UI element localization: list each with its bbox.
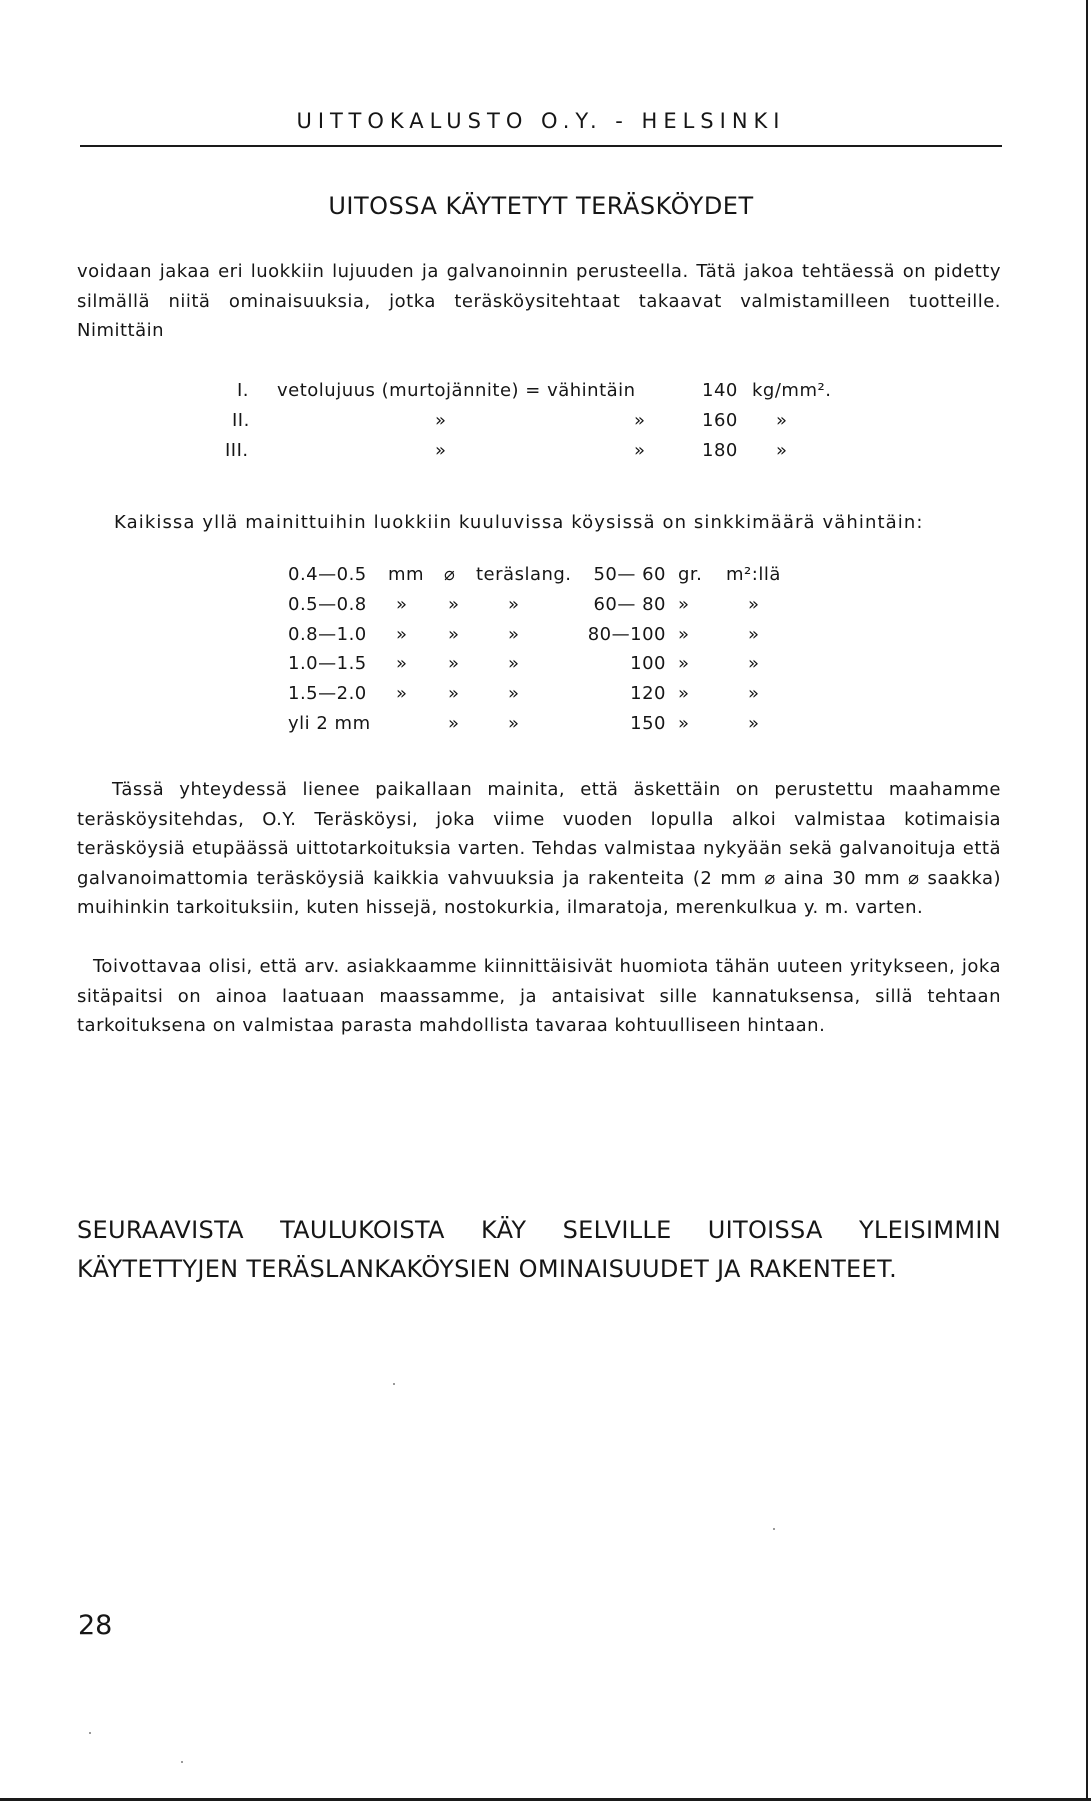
ditto-mark: » xyxy=(634,440,646,461)
scan-border-right xyxy=(1086,0,1088,1801)
scan-speck xyxy=(773,1528,775,1530)
ditto-mark: » xyxy=(448,683,460,705)
scan-speck xyxy=(393,1383,395,1385)
unit-cell: mm xyxy=(388,564,425,585)
ditto-mark: » xyxy=(748,623,760,645)
ditto-mark: » xyxy=(678,623,690,645)
ditto-mark: » xyxy=(508,593,520,615)
zinc-amount: 60— 80 xyxy=(593,593,666,615)
page-number: 28 xyxy=(78,1610,113,1641)
wire-range: 1.0—1.5 xyxy=(288,653,367,675)
zinc-amount: 150 xyxy=(630,712,666,734)
zinc-amount: 80—100 xyxy=(587,623,666,645)
page-title: UITOSSA KÄYTETYT TERÄSKÖYDET xyxy=(328,192,754,220)
wire-range: 1.5—2.0 xyxy=(288,683,367,705)
scan-speck xyxy=(181,1761,183,1763)
zinc-amount: 50— 60 xyxy=(593,564,666,585)
ditto-mark: » xyxy=(748,683,760,705)
ditto-mark: » xyxy=(748,653,760,675)
wire-range: 0.4—0.5 xyxy=(288,564,367,585)
ditto-mark: » xyxy=(396,593,408,615)
ditto-mark: » xyxy=(396,683,408,705)
running-header: UITTOKALUSTO O.Y. - HELSINKI xyxy=(296,109,786,133)
class-unit: » xyxy=(776,410,788,431)
zinc-intro: Kaikissa yllä mainittuihin luokkiin kuuluvissa köysissä on sinkkimäärä vähintäin: xyxy=(114,512,924,533)
class-value: 140 xyxy=(702,380,738,401)
zinc-unit: gr. xyxy=(678,564,703,585)
zinc-amount: 100 xyxy=(630,653,666,675)
class-unit: » xyxy=(776,440,788,461)
factory-paragraph: Tässä yhteydessä lienee paikallaan mainita, että äskettäin on perustettu maahamme teräsköysitehdas, O.Y. Teräsköysi, joka viime vuoden lopulla alkoi valmistaa kotimaisia teräsköysiä etupäässä uittotarkoituksia varten. Tehdas valmistaa nykyään sekä galvanoituja että galvanoimattomia teräsköysiä kaikkia vahvuuksia ja rakenteita (2 mm ⌀ aina 30 mm ⌀ saakka) muihinkin tarkoituksiin, kuten hissejä, nostokurkia, ilmaratoja, merenkulkua y. m. varten. xyxy=(77,779,1001,918)
ditto-mark: » xyxy=(678,593,690,615)
wire-label: teräslang. xyxy=(476,564,572,585)
ditto-mark: » xyxy=(678,653,690,675)
ditto-mark: » xyxy=(396,623,408,645)
class-value: 160 xyxy=(702,410,738,431)
ditto-mark: » xyxy=(396,653,408,675)
class-number: III. xyxy=(225,440,249,461)
ditto-mark: » xyxy=(448,623,460,645)
header-rule xyxy=(80,145,1002,147)
wire-range: 0.5—0.8 xyxy=(288,593,367,615)
class-label: vetolujuus (murtojännite) = vähintäin xyxy=(277,380,636,401)
ditto-mark: » xyxy=(748,593,760,615)
ditto-mark: » xyxy=(435,410,447,431)
ditto-mark: » xyxy=(448,712,460,734)
intro-paragraph: voidaan jakaa eri luokkiin lujuuden ja galvanoinnin perusteella. Tätä jakoa tehtäessä on pidetty silmällä niitä ominaisuuksia, jotka teräsköysitehtaat takaavat valmistamilleen tuotteille. Nimittäin xyxy=(77,261,1001,341)
ditto-mark: » xyxy=(678,683,690,705)
ditto-mark: » xyxy=(508,623,520,645)
ditto-mark: » xyxy=(448,593,460,615)
ditto-mark: » xyxy=(508,653,520,675)
class-number: I. xyxy=(237,380,250,401)
ditto-mark: » xyxy=(435,440,447,461)
class-unit: kg/mm². xyxy=(752,380,832,401)
diameter-symbol: ⌀ xyxy=(444,564,456,585)
ditto-mark: » xyxy=(634,410,646,431)
wire-range: yli 2 mm xyxy=(288,712,371,734)
ditto-mark: » xyxy=(678,712,690,734)
class-number: II. xyxy=(232,410,250,431)
tables-heading: SEURAAVISTA TAULUKOISTA KÄY SELVILLE UITOISSA YLEISIMMIN KÄYTETTYJEN TERÄSLANKAKÖYSIEN OMINAISUUDET JA RAKENTEET. xyxy=(77,1216,1001,1283)
wire-range: 0.8—1.0 xyxy=(288,623,367,645)
customers-paragraph: Toivottavaa olisi, että arv. asiakkaamme kiinnittäisivät huomiota tähän uuteen yritykseen, joka sitäpaitsi on ainoa laatuaan maassamme, ja antaisivat sille kannatuksensa, sillä tehtaan tarkoituksena on valmistaa parasta mahdollista tavaraa kohtuulliseen hintaan. xyxy=(77,956,1001,1036)
ditto-mark: » xyxy=(508,712,520,734)
per-area: m²:llä xyxy=(726,564,781,585)
zinc-amount: 120 xyxy=(630,683,666,705)
class-value: 180 xyxy=(702,440,738,461)
ditto-mark: » xyxy=(748,712,760,734)
ditto-mark: » xyxy=(448,653,460,675)
ditto-mark: » xyxy=(508,683,520,705)
scan-speck xyxy=(89,1732,91,1734)
